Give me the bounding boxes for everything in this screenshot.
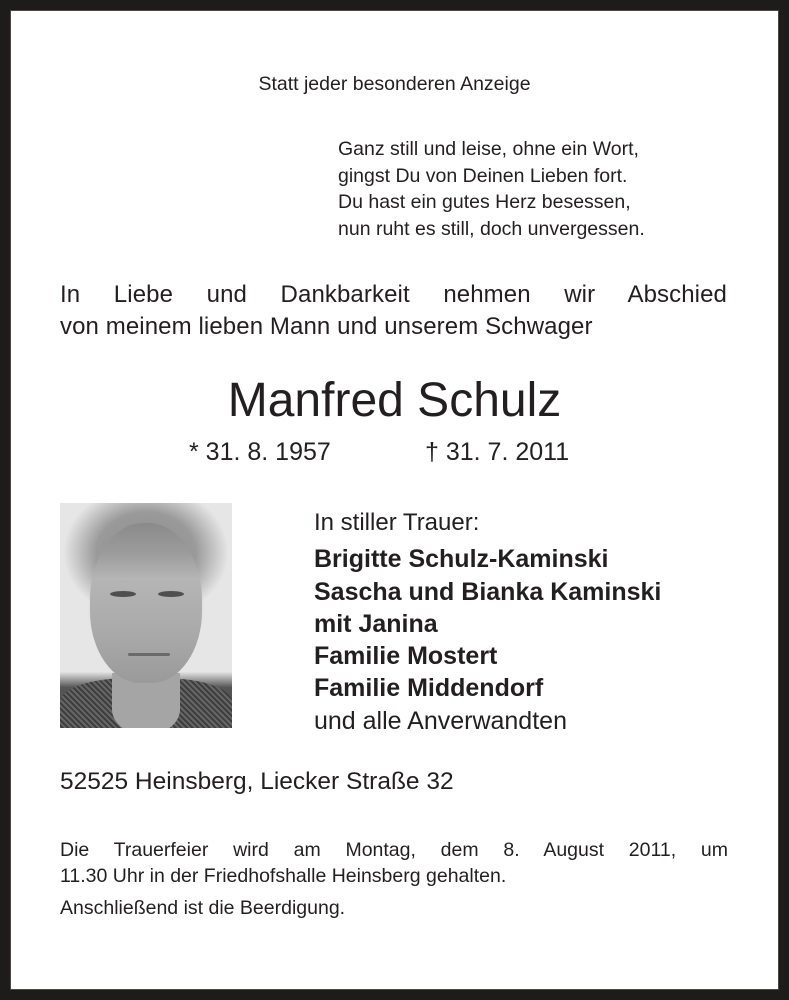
- poem-line: gingst Du von Deinen Lieben fort.: [338, 164, 628, 187]
- photo-face: [90, 523, 202, 683]
- mourner-name: Familie Middendorf: [314, 674, 544, 703]
- ceremony-line: Die Trauerfeier wird am Montag, dem 8. August 2011, um: [60, 839, 728, 861]
- family-address: 52525 Heinsberg, Liecker Straße 32: [60, 768, 454, 795]
- ceremony-details: [60, 837, 728, 921]
- poem-line: Du hast ein gutes Herz besessen,: [338, 191, 631, 213]
- mourners-lead: In stiller Trauer:: [314, 509, 480, 536]
- ceremony-line: 11.30 Uhr in der Friedhofshalle Heinsberg gehalten.: [60, 865, 507, 887]
- mourners-list: [314, 507, 661, 737]
- mourner-name: Sascha und Bianka Kaminski: [314, 577, 662, 606]
- mourner-name: Brigitte Schulz-Kaminski: [314, 545, 609, 574]
- poem-line: nun ruht es still, doch unvergessen.: [338, 217, 645, 240]
- photo-eye: [158, 591, 184, 597]
- life-dates: [189, 437, 569, 467]
- mourner-name: Familie Mostert: [314, 642, 498, 671]
- notice-header: Statt jeder besonderen Anzeige: [258, 73, 531, 95]
- poem: [338, 136, 645, 242]
- intro-line: In Liebe und Dankbarkeit nehmen wir Abschied: [60, 281, 727, 308]
- photo-eye: [110, 591, 136, 597]
- portrait-photo: [60, 503, 232, 728]
- mourners-tail: und alle Anverwandten: [314, 706, 567, 735]
- mourner-name: mit Janina: [314, 609, 438, 638]
- ceremony-line: Anschließend ist die Beerdigung.: [60, 897, 346, 919]
- birth-date: * 31. 8. 1957: [189, 438, 331, 466]
- farewell-intro: [60, 279, 727, 343]
- photo-mouth: [128, 653, 170, 656]
- deceased-name: Manfred Schulz: [227, 374, 562, 427]
- death-date: † 31. 7. 2011: [425, 438, 570, 466]
- poem-line: Ganz still und leise, ohne ein Wort,: [338, 138, 639, 160]
- obituary-notice: [11, 11, 778, 989]
- intro-line: von meinem lieben Mann und unserem Schwager: [60, 313, 593, 340]
